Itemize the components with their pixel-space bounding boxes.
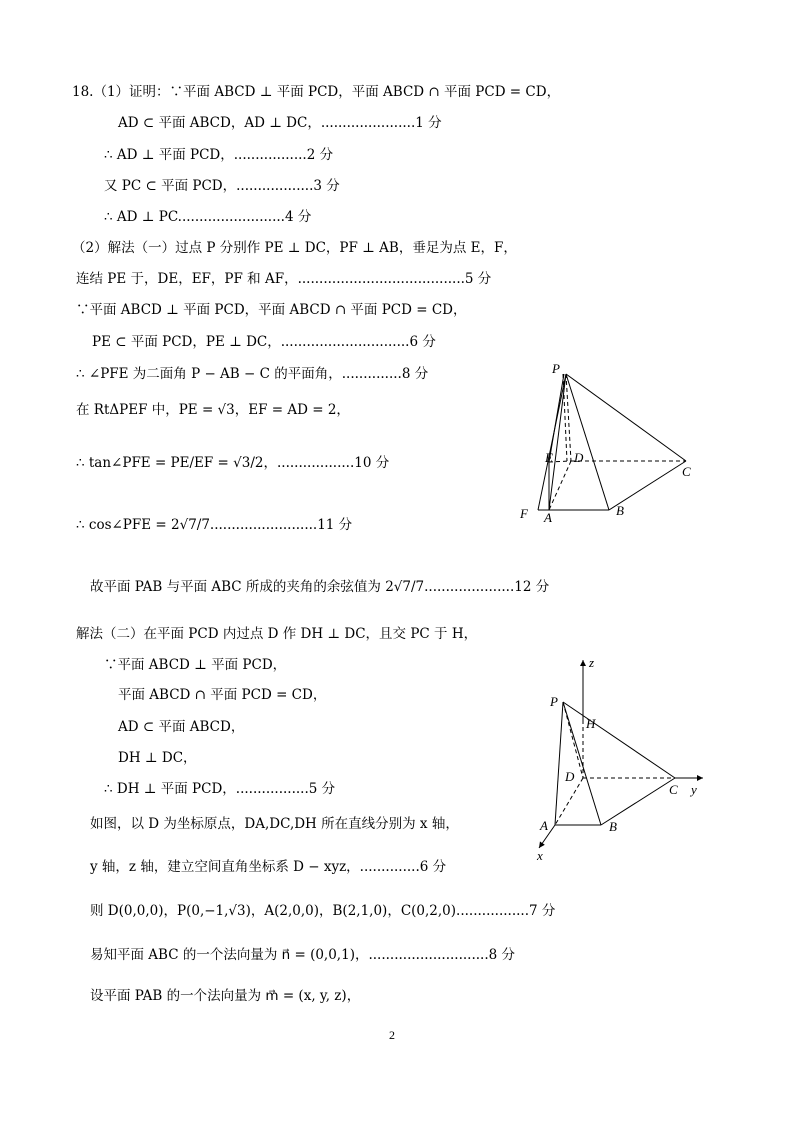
text-line: 18.（1）证明：∵平面 ABCD ⊥ 平面 PCD，平面 ABCD ∩ 平面 PCD = CD， — [72, 84, 561, 100]
text-line: 易知平面 ABC 的一个法向量为 n⃗ = (0,0,1)，............................8 分 — [90, 947, 515, 963]
label-C: C — [669, 782, 678, 797]
label-C: C — [682, 464, 691, 479]
text-line: 又 PC ⊂ 平面 PCD，..................3 分 — [104, 178, 340, 194]
text-line: ∴ DH ⊥ 平面 PCD，.................5 分 — [104, 781, 336, 797]
label-D: D — [565, 769, 575, 784]
label-E: E — [545, 450, 553, 465]
text-line: 平面 ABCD ∩ 平面 PCD = CD， — [118, 687, 327, 703]
label-A: A — [540, 818, 548, 833]
text-line: 故平面 PAB 与平面 ABC 所成的夹角的余弦值为 2√7/7.....................12 分 — [90, 579, 550, 595]
text-line: 则 D(0,0,0)，P(0,−1,√3)，A(2,0,0)，B(2,1,0)，C(0,2,0).................7 分 — [90, 903, 556, 919]
label-H: H — [586, 716, 596, 731]
label-z: z — [589, 655, 595, 670]
label-D: D — [574, 450, 584, 465]
label-B: B — [609, 819, 617, 834]
label-F: F — [520, 506, 528, 521]
coordinate-figure-2 — [525, 650, 715, 865]
label-B: B — [616, 503, 624, 518]
label-P: P — [550, 694, 558, 709]
label-P: P — [552, 361, 560, 376]
text-line: ∴ ∠PFE 为二面角 P − AB − C 的平面角，..............8 分 — [76, 366, 429, 382]
label-y: y — [691, 782, 697, 797]
text-line: AD ⊂ 平面 ABCD，AD ⊥ DC，......................1 分 — [118, 115, 442, 131]
text-line: y 轴，z 轴，建立空间直角坐标系 D − xyz，..............6 分 — [90, 859, 447, 875]
text-line: ∴ AD ⊥ 平面 PCD，.................2 分 — [104, 147, 334, 163]
text-line: ∴ tan∠PFE = PE/EF = √3/2，..................10 分 — [76, 455, 390, 471]
page-number: 2 — [389, 1028, 395, 1042]
text-line: 连结 PE 于，DE，EF，PF 和 AF，.......................................5 分 — [76, 271, 492, 287]
text-line: ∴ cos∠PFE = 2√7/7.........................11 分 — [76, 517, 353, 533]
text-line: 设平面 PAB 的一个法向量为 m⃗ = (x, y, z)， — [90, 988, 361, 1004]
text-line: ∵平面 ABCD ⊥ 平面 PCD，平面 ABCD ∩ 平面 PCD = CD， — [76, 302, 467, 318]
label-x: x — [537, 848, 543, 863]
text-line: ∵平面 ABCD ⊥ 平面 PCD， — [104, 657, 287, 673]
text-line: PE ⊂ 平面 PCD，PE ⊥ DC，..............................6 分 — [92, 334, 436, 350]
pyramid-figure-1 — [508, 360, 708, 530]
text-line: 解法（二）在平面 PCD 内过点 D 作 DH ⊥ DC，且交 PC 于 H， — [76, 626, 478, 642]
text-line: ∴ AD ⊥ PC.........................4 分 — [104, 209, 312, 225]
text-line: AD ⊂ 平面 ABCD， — [118, 719, 245, 735]
text-line: （2）解法（一）过点 P 分别作 PE ⊥ DC，PF ⊥ AB，垂足为点 E，F， — [72, 240, 517, 256]
text-line: 如图，以 D 为坐标原点，DA,DC,DH 所在直线分别为 x 轴， — [90, 816, 459, 832]
label-A: A — [544, 510, 552, 525]
text-line: 在 RtΔPEF 中，PE = √3，EF = AD = 2， — [76, 402, 350, 418]
text-line: DH ⊥ DC， — [118, 750, 197, 766]
